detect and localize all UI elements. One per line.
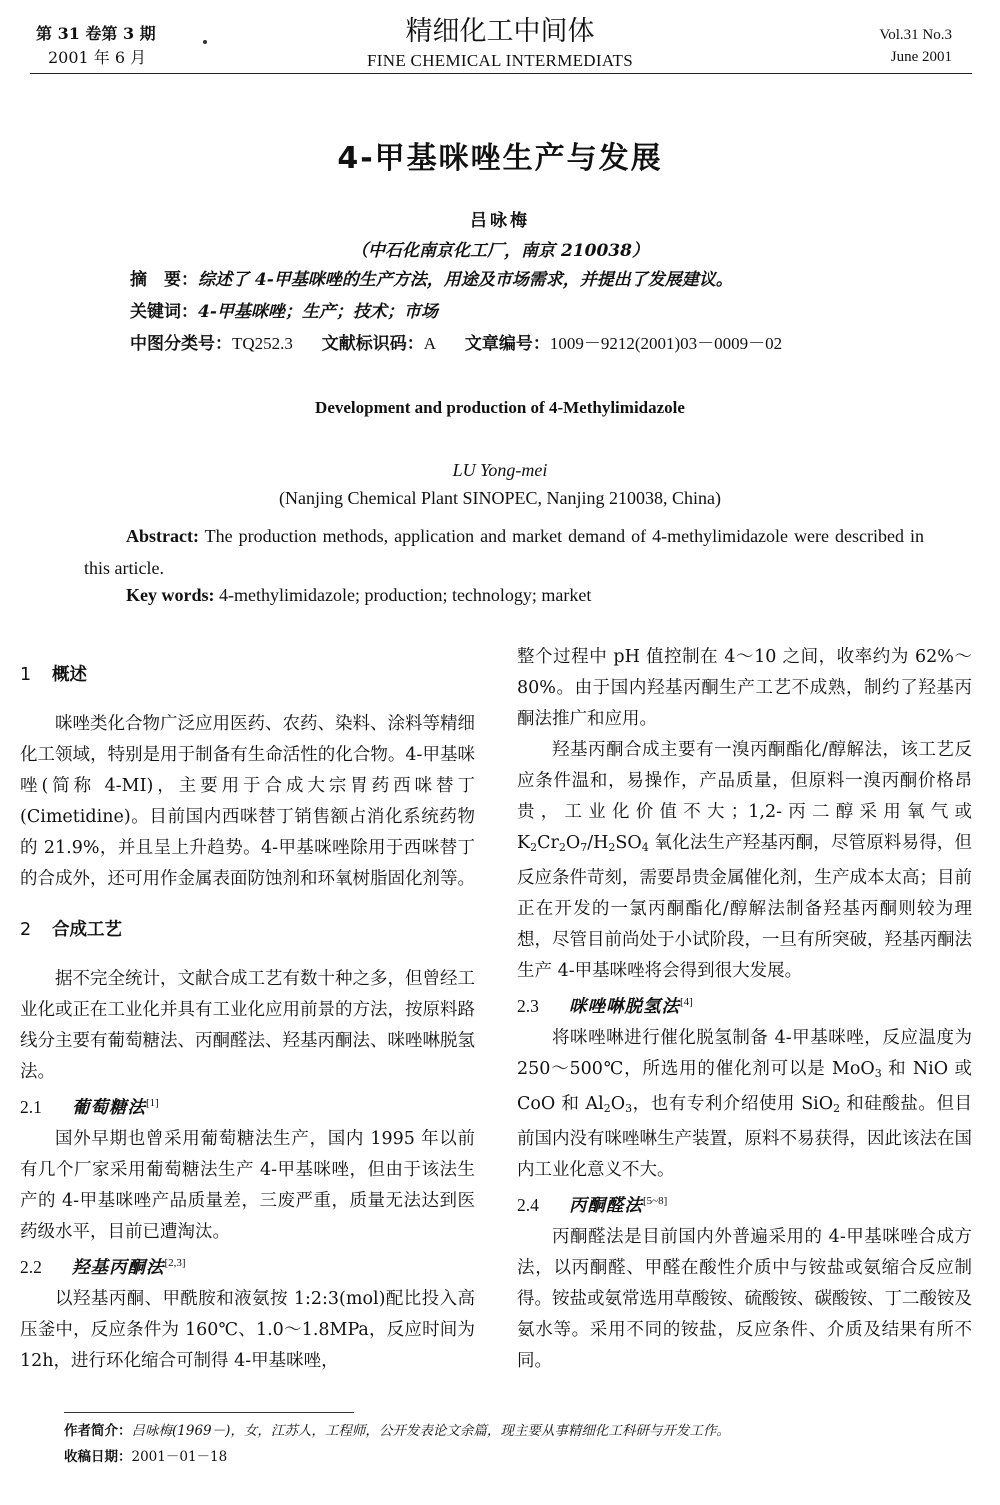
received-date-label: 收稿日期： xyxy=(64,1449,132,1465)
text-run: /H xyxy=(587,833,609,853)
citation: [4] xyxy=(680,996,693,1008)
article-title-en: Development and production of 4-Methylimidazole xyxy=(315,398,685,417)
text-run: 氧化法生产羟基丙酮，尽管原料易得，但反应条件苛刻，需要昂贵金属催化剂，生产成本太高；目前正在开发的一氯丙酮酯化/醇解法制备羟基丙酮则较为理想，尽管目前尚处于小试阶段，一旦有所突破，羟基丙酮法生产 4-甲基咪唑将会得到很大发展。 xyxy=(517,833,972,981)
affiliation-cn: （中石化南京化工厂，南京 210038） xyxy=(351,241,649,261)
keywords-cn-text: 4-甲基咪唑；生产；技术；市场 xyxy=(198,302,438,322)
section-2-heading xyxy=(20,915,475,946)
article-title-cn: 4-甲基咪唑生产与发展 xyxy=(337,141,663,176)
issue-date: 2001 年 6 月 xyxy=(48,48,147,67)
subscript: 2 xyxy=(608,841,616,854)
text-run: O xyxy=(565,833,581,853)
footnote-rule xyxy=(64,1412,354,1413)
text-run: SO xyxy=(615,833,642,853)
keywords-en-text: 4-methylimidazole; production; technology; market xyxy=(214,585,592,605)
subscript: 4 xyxy=(641,841,649,854)
paragraph: 据不完全统计，文献合成工艺有数十种之多，但曾经工业化或正在工业化并具有工业化应用前景的方法，按原料路线分主要有葡萄糖法、丙酮醛法、羟基丙酮法、咪唑啉脱氢法。 xyxy=(20,969,475,1082)
subscript: 2 xyxy=(558,841,566,854)
issue-volume: 第 31 卷第 3 期 xyxy=(36,24,156,43)
text-run: Cr xyxy=(537,833,559,853)
citation: [1] xyxy=(146,1097,159,1109)
text-run: ，也有专利介绍使用 SiO xyxy=(632,1094,834,1114)
author-cn: 吕咏梅 xyxy=(470,211,530,231)
abstract-en-label: Abstract: xyxy=(126,526,199,546)
subsection-title: 葡萄糖法 xyxy=(72,1098,146,1118)
subscript: 2 xyxy=(530,841,538,854)
citation: [5~8] xyxy=(643,1195,668,1207)
subsection-2-4-heading xyxy=(517,1186,972,1222)
abstract-en-text: The production methods, application and market demand of 4-methylimidazole were described in this article. xyxy=(84,526,924,578)
text-run: 和 NiO 或 CoO 和 Al xyxy=(517,1059,973,1114)
section-title: 合成工艺 xyxy=(52,920,122,940)
subsection-2-2-heading xyxy=(20,1248,475,1284)
subscript: 3 xyxy=(625,1102,633,1115)
article-no-label: 文章编号： xyxy=(464,334,550,354)
citation: [2,3] xyxy=(164,1257,186,1269)
paragraph: 整个过程中 pH 值控制在 4～10 之间，收率约为 62%～80%。由于国内羟基丙酮生产工艺不成熟，制约了羟基丙酮法推广和应用。 xyxy=(517,647,972,729)
section-1-heading xyxy=(20,660,475,691)
clc-value: TQ252.3 xyxy=(232,334,293,353)
volume-en: Vol.31 No.3 xyxy=(879,27,952,43)
text-run: 和硅酸盐。但目前国内没有咪唑啉生产装置，原料不易获得，因此该法在国内工业化意义不大。 xyxy=(517,1094,973,1180)
affiliation-en: (Nanjing Chemical Plant SINOPEC, Nanjing 210038, China) xyxy=(279,488,721,508)
doc-code-value: A xyxy=(423,334,437,353)
date-en: June 2001 xyxy=(890,49,952,65)
paragraph: 国外早期也曾采用葡萄糖法生产，国内 1995 年以前有几个厂家采用葡萄糖法生产 4-甲基咪唑，但由于该法生产的 4-甲基咪唑产品质量差，三废严重，质量无法达到医药级水平，目前已遭淘汰。 xyxy=(20,1129,475,1242)
article-no-value: 1009－9212(2001)03－0009－02 xyxy=(549,334,783,353)
author-en: LU Yong-mei xyxy=(452,460,548,480)
author-bio xyxy=(64,1420,730,1442)
journal-name-en: FINE CHEMICAL INTERMEDIATS xyxy=(367,51,633,70)
abstract-cn-text: 综述了 4-甲基咪唑的生产方法，用途及市场需求，并提出了发展建议。 xyxy=(198,270,733,290)
paragraph xyxy=(517,735,972,987)
subscript: 7 xyxy=(580,841,588,854)
keywords-en-label: Key words: xyxy=(126,585,215,605)
subsection-2-1-heading xyxy=(20,1088,475,1124)
keywords-cn-label: 关键词： xyxy=(130,302,198,322)
header-rule xyxy=(30,73,972,74)
body-column-right xyxy=(517,642,972,1377)
body-column-left xyxy=(20,640,475,1377)
keywords-cn xyxy=(130,300,438,324)
subsection-number: 2.3 xyxy=(517,996,539,1016)
subscript: 3 xyxy=(874,1067,882,1080)
section-number: 2 xyxy=(20,920,32,940)
section-title: 概述 xyxy=(52,665,87,685)
text-run: 羟基丙酮合成主要有一溴丙酮酯化/醇解法，该工艺反应条件温和，易操作，产品质量，但原料一溴丙酮价格昂贵，工业化价值不大；1,2-丙二醇采用氧气或 K xyxy=(517,740,972,853)
subsection-number: 2.4 xyxy=(517,1195,539,1215)
subsection-number: 2.2 xyxy=(20,1257,42,1277)
subsection-number: 2.1 xyxy=(20,1097,42,1117)
keywords-en xyxy=(126,582,591,608)
clc-label: 中图分类号： xyxy=(130,334,232,354)
received-date xyxy=(64,1446,227,1468)
abstract-cn-label: 摘 要： xyxy=(130,270,198,290)
classification-line xyxy=(130,332,782,356)
paragraph xyxy=(517,1023,972,1186)
issue-info-en xyxy=(879,24,952,68)
subscript: 2 xyxy=(603,1102,611,1115)
abstract-en xyxy=(84,520,924,584)
received-date-text: 2001－01－18 xyxy=(131,1449,228,1465)
subsection-title: 丙酮醛法 xyxy=(569,1196,643,1216)
section-number: 1 xyxy=(20,665,32,685)
subsection-title: 羟基丙酮法 xyxy=(72,1258,165,1278)
subscript: 2 xyxy=(833,1102,841,1115)
author-bio-text: 吕咏梅(1969－)，女，江苏人，工程师，公开发表论文余篇，现主要从事精细化工科研与开发工作。 xyxy=(131,1423,730,1439)
subsection-title: 咪唑啉脱氢法 xyxy=(569,997,680,1017)
journal-name-cn: 精细化工中间体 xyxy=(405,16,595,47)
text-run: 将咪唑啉进行催化脱氢制备 4-甲基咪唑，反应温度为 250～500℃，所选用的催化剂可以是 MoO xyxy=(517,1028,972,1079)
paragraph: 丙酮醛法是目前国内外普遍采用的 4-甲基咪唑合成方法，以丙酮醛、甲醛在酸性介质中与铵盐或氨缩合反应制得。铵盐或氨常选用草酸铵、硫酸铵、碳酸铵、丁二酸铵及氨水等。采用不同的铵盐，反应条件、介质及结果有所不同。 xyxy=(517,1227,972,1371)
journal-name xyxy=(0,16,1000,72)
subsection-2-3-heading xyxy=(517,987,972,1023)
author-bio-label: 作者简介： xyxy=(64,1423,132,1439)
doc-code-label: 文献标识码： xyxy=(321,334,424,354)
text-run: O xyxy=(610,1094,626,1114)
paragraph: 咪唑类化合物广泛应用医药、农药、染料、涂料等精细化工领域，特别是用于制备有生命活性的化合物。4-甲基咪唑(简称 4-MI)，主要用于合成大宗胃药西咪替丁(Cimetidine)。目前国内西咪替丁销售额占消化系统药物的 21.9%，并且呈上升趋势。4-甲基咪唑除用于西咪替丁的合成外，还可用作金属表面防蚀剂和环氧树脂固化剂等。 xyxy=(20,714,475,889)
abstract-cn xyxy=(130,268,733,292)
paragraph: 以羟基丙酮、甲酰胺和液氨按 1:2:3(mol)配比投入高压釜中，反应条件为 160℃、1.0～1.8MPa，反应时间为 12h，进行环化缩合可制得 4-甲基咪唑， xyxy=(20,1289,475,1371)
